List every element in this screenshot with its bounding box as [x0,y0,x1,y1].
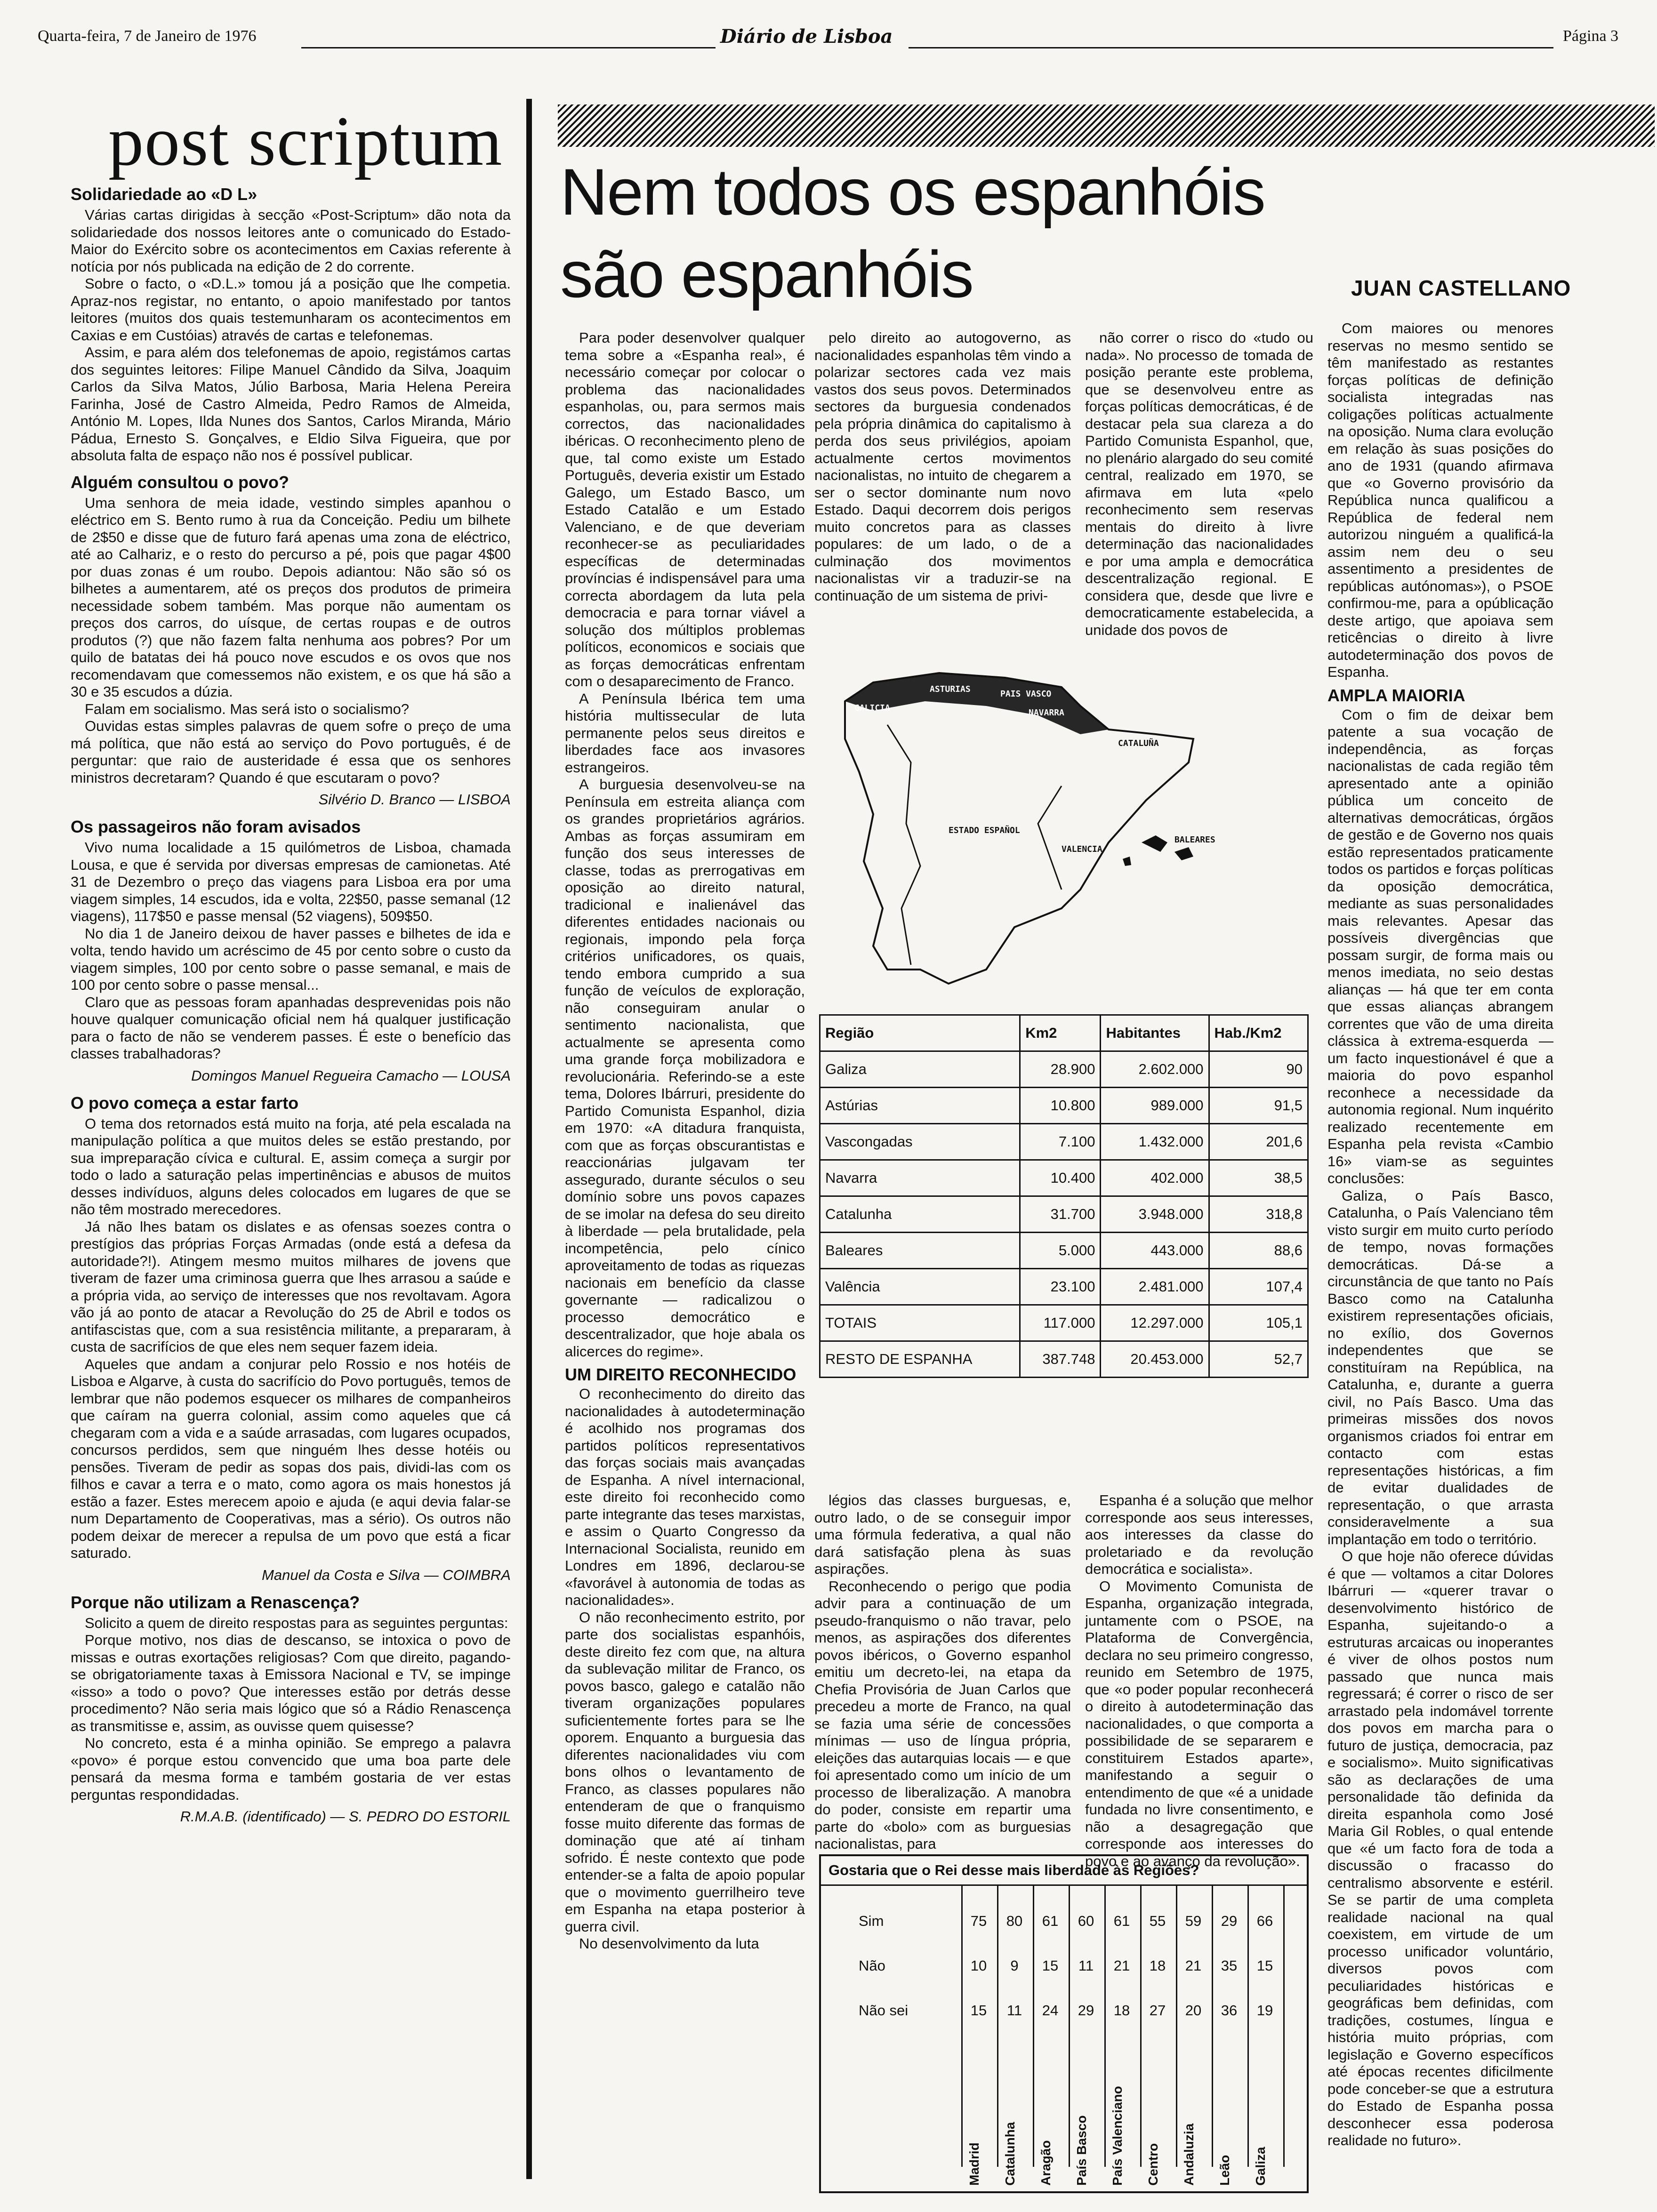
table-row [820,1088,1308,1124]
table-cell: 1.432.000 [1101,1124,1209,1160]
portugal-border [887,725,920,965]
poll-value: 21 [1113,1957,1130,1974]
table-header-cell: Região [820,1015,1020,1051]
table-cell: 10.400 [1020,1160,1101,1196]
article-paragraph: Para poder desenvolver qualquer tema sobre a «Espanha real», é necessário começar por colocar o problema das nacionalidades espanholas, ou, para sermos mais correctos, das nacionalidades ibéricas. O reconhecimento pleno de que, tal como existe um Estado Português, deveria existir um Estado Galego, um Estado Basco, um Estado Catalão e um Estado Valenciano, e de que deveriam reconhecer-se as peculiaridades específicas de determinadas províncias é indispensável para uma correcta abordagem da luta pela democracia e para tornar viável a solução dos múltiplos problemas políticos, economicos e sociais que as forças democráticas enfrentam com o desaparecimento de Franco. [565,329,805,689]
ps-signature [71,1566,511,1585]
article-column-4 [1327,320,1553,2184]
post-scriptum-column [71,102,511,2172]
table-row [820,1233,1308,1269]
table-cell: Galiza [820,1051,1020,1088]
table-header-cell: Km2 [1020,1015,1101,1051]
ps-signature [71,790,511,809]
table-cell: 989.000 [1101,1088,1209,1124]
poll-value: 18 [1113,2002,1130,2019]
ps-signature-text: Silvério D. Branco — LISBOA [318,791,511,808]
table-cell: 2.481.000 [1101,1269,1209,1305]
table-cell: 387.748 [1020,1341,1101,1378]
table-cell: 10.800 [1020,1088,1101,1124]
table-cell: 23.100 [1020,1269,1101,1305]
article-headline: Nem todos os espanhóis são espanhóis [560,155,1265,311]
table-cell: 7.100 [1020,1124,1101,1160]
masthead-rule [301,47,716,48]
article-paragraph: O reconhecimento do direito das nacionalidades à autodeterminação é acolhido nos programas dos partidos políticos representativos das forças sociais mais avançadas de Espanha. A nível internacional, este direito foi reconhecido como parte integrante das teses marxistas, e assim o Quarto Congresso da Internacional Socialista, reunido em Londres em 1896, declarou-se «favorável à autonomia de todas as nacionalidades». [565,1386,805,1608]
poll-value: 15 [1256,1957,1273,1974]
poll-value: 11 [1078,1957,1094,1974]
ps-signature [71,1807,511,1826]
ps-signature-text: Domingos Manuel Regueira Camacho — LOUSA [191,1067,511,1084]
regions-table [819,1014,1309,1378]
article-paragraph: Com maiores ou menores reservas no mesmo sentido se têm manifestado as restantes forças políticas de definição socialista integradas nas coligações políticas actualmente na oposição. Numa clara evolução em relação às suas posições do ano de 1931 (quando afirmava que «o Governo provisório da República nunca qualificou a República de federal nem autorizou ninguém a qualificá-la assim nem deu o seu assentimento a presidentes de repúblicas autónomas»), o PSOE confirmou-me, para a opúblicação deste artigo, que apoiava sem reticências o direito à livre autodeterminação dos povos de Espanha. [1327,320,1553,680]
article-paragraph: O não reconhecimento estrito, por parte dos socialistas espanhóis, deste direito fez com que, na altura da sublevação militar de Franco, os povos basco, galego e catalão não tiveram organizações populares suficientemente fortes para se lhe oporem. Enquanto a burguesia das diferentes nacionalidades viu com bons olhos o levantamento de Franco, as classes populares não entenderam de que o franquismo fosse muito diferente das formas de dominação que até aí tinham sofrido. É neste contexto que pode entender-se a falta de apoio popular que o movimento guerrilheiro teve em Espanha na etapa posterior à guerra civil. [565,1609,805,1935]
article-column-3 [1085,329,1313,640]
table-cell: Valência [820,1269,1020,1305]
ps-signature-text: R.M.A.B. (identificado) — S. PEDRO DO ESTORIL [180,1808,511,1825]
poll-value: 35 [1221,1957,1238,1974]
article-paragraph: légios das classes burguesas, e, outro lado, o de se conseguir impor uma fórmula federativa, a qual não dará satisfação plena às suas aspirações. [814,1492,1071,1577]
poll-value: 11 [1006,2002,1022,2019]
table-cell: Catalunha [820,1196,1020,1233]
poll-table [819,1854,1309,2193]
poll-row [821,1943,1307,1986]
poll-value: 29 [1221,1913,1238,1929]
masthead-rule-right [909,47,1553,48]
table-cell: 105,1 [1209,1305,1308,1341]
poll-value: 18 [1149,1957,1166,1974]
poll-value: 15 [1042,1957,1059,1974]
map-label: PAIS VASCO [1000,689,1052,699]
poll-value: 80 [1006,1913,1023,1929]
map-label: VALENCIA [1062,844,1102,854]
poll-value: 29 [1078,2002,1094,2019]
article-paragraph: O Movimento Comunista de Espanha, organização integrada, juntamente com o PSOE, na Plataforma de Convergência, declara no seu primeiro congresso, reunido em Setembro de 1975, que «o poder popular reconhecerá o direito à autodeterminação das nacionalidades, o que comporta a possibilidade de se separarem e constituirem Estados aparte», manifestando a seguir o entendimento de que «é a unidade fundada no livre consentimento, e não a desagregação que corresponde aos interesses do povo e ao avanço da revolução». [1085,1578,1313,1869]
article-column-1 [565,329,805,1952]
valencia-border [1038,786,1062,890]
ps-heading: Porque não utilizam a Renascença? [71,1592,360,1612]
poll-column-label: Galiza [1253,2147,1268,2186]
poll-value: 61 [1113,1913,1130,1929]
ps-paragraph: Sobre o facto, o «D.L.» tomou já a posição que lhe competia. Apraz-nos registar, no entanto, o apoio manifestado por tantos leitores (muitos dos quais testemunharam os acontecimentos em Caxias e em Custóias) através de cartas e telefonemas. [71,275,511,344]
article-paragraph: A burguesia desenvolveu-se na Península em estreita aliança com os grandes proprietários agrários. Ambas as forças assumiram em função dos seus interesses de classe, todas as prerrogativas em oposição ao direito natural, tradicional e inalienável das diferentes entidades nacionais ou regionais, impondo pela força critérios unificadores, os quais, tendo embora cumprido a sua função de veículos de exploração, não conseguiram anular o sentimento nacionalista, que actualmente se apresenta como uma grande força mobilizadora e revolucionária. Referindo-se a este tema, Dolores Ibárruri, presidente do Partido Comunista Espanhol, dizia em 1970: «A ditadura franquista, com que as forças obscurantistas e reaccionárias julgavam ter assegurado, durante séculos o seu domínio sobre uns povos capazes de se imolar na defesa do seu direito à liberdade — pela brutalidade, pela incompetência, pelo cínico aproveitamento de todas as riquezas nacionais em benefício da classe governante — radicalizou o processo democrático e descentralizador, que hoje abala os alicerces do regime». [565,776,805,1360]
poll-value: 9 [1010,1957,1019,1974]
map-label: NAVARRA [1029,708,1064,718]
article-paragraph: não correr o risco do «tudo ou nada». No processo de tomada de posição perante este problema, que se desenvolveu entre as forças políticas democráticas, é de destacar pela sua clareza a do Partido Comunista Espanhol, que, no plenário alargado do seu comité central, realizado em 1970, se afirmava em luta «pelo reconhecimento sem reservas mentais do direito à livre determinação das nacionalidades e por uma ampla e democrática descentralização regional. E considera que, desde que livre e democraticamente estabelecida, a unidade dos povos de [1085,329,1313,638]
poll-column-label: País Valenciano [1110,2086,1125,2186]
poll-value: 15 [970,2002,987,2019]
masthead-page: Página 3 [1563,27,1619,45]
ps-paragraph: Porque motivo, nos dias de descanso, se intoxica o povo de missas e outras exortações religiosas? Com que direito, pagando-se obrigatoriamente taxas à Emissora Nacional e TV, se impinge «isso» a todo o povo? Que interesses estão por detrás desse procedimento? Não seria mais lógico que só a Rádio Renascença as transmitisse e, assim, as ouvisse quem quisesse? [71,1632,511,1734]
poll-value: 20 [1185,2002,1202,2019]
column-divider [526,99,532,2179]
article-paragraph: pelo direito ao autogoverno, as nacionalidades espanholas têm vindo a polarizar sectores cada vez mais vastos dos seus povos. Determinados sectores da burguesia condenados pela própria dinâmica do capitalismo à perda dos seus privilégios, apoiam actualmente certos movimentos nacionalistas, no intuito de chegarem a ser o sector dominante num novo Estado. Daqui decorrem dois perigos muito concretos para as classes populares: de um lado, o de a culminação dos movimentos nacionalistas vir a traduzir-se na continuação de um sistema de privi- [814,329,1071,604]
headline-hatch-band [558,104,1655,147]
table-cell: 3.948.000 [1101,1196,1209,1233]
poll-column-label: Catalunha [1003,2122,1017,2186]
poll-column-line [1247,1884,1249,2167]
article-paragraph: Reconhecendo o perigo que podia advir para a continuação de um pseudo-franquismo o não travar, pelo menos, as aspirações dos diferentes povos ibéricos, o Governo espanhol emitiu um decreto-lei, na etapa da Chefia Provisória de Juan Carlos que precedeu a morte de Franco, na qual se fazia uma série de concessões mínimas — uso de língua própria, eleições das autarquias locais — e que foi apresentado como um início de um processo de liberalização. A manobra do poder, consiste em repartir uma parte do «bolo» com as burguesias nacionalistas, para [814,1578,1071,1852]
article-paragraph: Espanha é a solução que melhor corresponde aos seus interesses, aos interesses da classe do proletariado e da revolução democrática e socialista». [1085,1492,1313,1577]
table-cell: 31.700 [1020,1196,1101,1233]
table-row [820,1269,1308,1305]
table-row [820,1196,1308,1233]
ps-paragraph: No dia 1 de Janeiro deixou de haver passes e bilhetes de ida e volta, tendo havido um acréscimo de 45 por cento sobre o custo da viagem simples, 100 por cento sobre o passe semanal, e mais de 100 por cento sobre o passe mensal... [71,925,511,993]
table-cell: RESTO DE ESPANHA [820,1341,1020,1378]
post-scriptum-title: post scriptum [108,102,503,180]
poll-column-line [1104,1884,1106,2167]
poll-column-line [961,1884,963,2167]
ps-paragraph: Falam em socialismo. Mas será isto o socialismo? [85,700,410,717]
poll-value: 66 [1256,1913,1273,1929]
poll-row [821,1988,1307,2030]
post-scriptum-sections [71,185,511,1826]
masthead-date: Quarta-feira, 7 de Janeiro de 1976 [38,27,257,45]
poll-column-line [1140,1884,1142,2167]
article-subheading: AMPLA MAIORIA [1327,685,1465,705]
poll-column-label: País Basco [1074,2115,1089,2186]
ps-paragraph: Solicito a quem de direito respostas para as seguintes perguntas: [85,1614,508,1631]
poll-value: 19 [1256,2002,1273,2019]
ps-paragraph: Várias cartas dirigidas à secção «Post-Scriptum» dão nota da solidariedade dos nossos leitores ante o comunicado do Estado-Maior do Exército sobre os acontecimentos em Caxias referente à notícia por nós publicada na edição de 2 do corrente. [71,207,511,275]
table-cell: 28.900 [1020,1051,1101,1088]
table-row [820,1051,1308,1088]
table-cell: TOTAIS [820,1305,1020,1341]
poll-column-label: Leão [1217,2155,1232,2186]
article-paragraph: Galiza, o País Basco, Catalunha, o País Valenciano têm visto surgir em muito curto período de tempo, novas formações democráticas. Dá-se a circunstância de que tanto no País Basco como na Catalunha existirem representações oficiais, no exílio, dos Governos independentes que se constituíram na República, na Catalunha, e, durante a guerra civil, no País Basco. Uma das primeiras missões dos novos organismos criados foi entrar em contacto com estas representações históricas, a fim de evitar dualidades de representação, o que arrasta consideravelmente a sua implantação em todo o território. [1327,1187,1553,1547]
poll-row [821,1899,1307,1941]
table-header-cell: Hab./Km2 [1209,1015,1308,1051]
article-column-3-lower [1085,1492,1313,1869]
ps-paragraph: Aqueles que andam a conjurar pelo Rossio e nos hotéis de Lisboa e Algarve, à custa do sacrifício do Povo português, temos de lembrar que não podemos esquecer os milhares de companheiros que caíram na guerra colonial, assim como aqueles que cá chegaram com a vida e a saúde arrasadas, com lugares ocupados, concursos perdidos, sem que ninguém lhes desse hotéis ou pensões. Tiveram de pedir as sopas dos pais, dividi-las com os filhos e cavar a terra e o mato, como agora os mais honestos já estão a fazer. Estes merecem apoio e ajuda (e aqui devia falar-se num Departamento de Cooperativas, mas a sério). Os outros não podem deixar de merecer a repulsa de um povo que está a ficar saturado. [71,1355,511,1561]
iberia-map [817,645,1311,993]
ps-heading: Alguém consultou o povo? [71,472,289,492]
table-cell: Astúrias [820,1088,1020,1124]
ps-paragraph: No concreto, esta é a minha opinião. Se emprego a palavra «povo» é porque estou convencido que uma boa parte dele pensará da mesma forma e também gostaria de ver estas perguntas respondidadas. [71,1735,511,1803]
table-cell: 2.602.000 [1101,1051,1209,1088]
map-label: GALICIA [854,703,890,713]
poll-value: 27 [1149,2002,1166,2019]
table-cell: 402.000 [1101,1160,1209,1196]
poll-column-line [1212,1884,1213,2167]
ps-paragraph: Já não lhes batam os dislates e as ofensas soezes contra o prestígios das próprias Forças Armadas (onde está a defesa da autoridade?!). Atingem mesmo muitos milhares de jovens que tiveram de fazer uma criminosa guerra que lhes arrasou a saúde e a própria vida, ao serviço de interesses que nos revoltavam. Agora vão já ao ponto de atacar a Revolução do 25 de Abril e todos os antifascistas que, com a sua resistência militante, a prepararam, à custa de sacrifícios de que eles nem sequer fazem ideia. [71,1218,511,1355]
ps-signature-text: Manuel da Costa e Silva — COIMBRA [262,1566,511,1583]
poll-value: 75 [970,1913,987,1929]
article-paragraph: Com o fim de deixar bem patente a sua vocação de independência, as forças nacionalistas de cada região têm apresentado ante a opinião pública um conceito de alternativas democráticas, órgãos de gestão e de Governo nos quais estão representados praticamente todos os partidos e forças políticas da oposição democrática, mediante as suas personalidades mais relevantes. Apesar das possíveis divergências que possam surgir, de forma mais ou menos imediata, no seio destas alianças — há que ter em conta que essas alianças abrangem correntes que vão de uma direita clássica à extrema-esquerda — um facto inquestionável é que a maioria do povo espanhol reconhece a necessidade da autonomia regional. Num inquérito realizado recentemente em Espanha pela revista «Cambio 16» viam-se as seguintes conclusões: [1327,706,1553,1186]
poll-table-title: Gostaria que o Rei desse mais liberdade às Regiões? [821,1856,1307,1886]
table-cell: 20.453.000 [1101,1341,1209,1378]
table-cell: Vascongadas [820,1124,1020,1160]
article-paragraph: No desenvolvimento da luta [579,1935,759,1952]
ps-heading: Os passageiros não foram avisados [71,817,361,836]
map-label: BALEARES [1174,835,1215,845]
table-row [820,1160,1308,1196]
ps-heading: Solidariedade ao «D L» [71,184,257,204]
map-label: ESTADO ESPAÑOL [949,825,1020,835]
poll-column-line [1069,1884,1070,2167]
table-cell: 90 [1209,1051,1308,1088]
table-row [820,1305,1308,1341]
poll-value: 24 [1042,2002,1059,2019]
poll-row-label: Sim [859,1913,884,1929]
poll-value: 59 [1185,1913,1202,1929]
poll-row-label: Não sei [859,2002,909,2019]
table-cell: 5.000 [1020,1233,1101,1269]
table-cell: 117.000 [1020,1305,1101,1341]
poll-value: 36 [1221,2002,1238,2019]
poll-row-label: Não [859,1957,885,1974]
article-byline: JUAN CASTELLANO [1351,276,1571,300]
ps-paragraph: Uma senhora de meia idade, vestindo simples apanhou o eléctrico em S. Bento rumo à rua da Conceição. Pediu um bilhete de 2$50 e disse que de futuro fará apenas uma zona de eléctrico, até ao Calhariz, e o resto do percurso a pé, pois que pagar 4$00 por duas zonas é um roubo. Depois adiantou: Não são só os bilhetes a aumentarem, até os preços dos produtos de primeira necessidade sobem também. Mas porque não aumentam os preços dos carros, do uísque, de certas roupas e de outros produtos (?) que não fazem falta nenhuma aos pobres? Por um quilo de batatas dei há pouco nove escudos e os ovos que nos recomendavam que comessemos não existem, e os que há são a 30 e 35 escudos a dúzia. [71,494,511,700]
ps-paragraph: O tema dos retornados está muito na forja, até pela escalada na manipulação política a que muitos deles se estão prestando, por sua impreparação cívica e cultural. E, assim começa a surgir por todo o lado a saturação pelas impertinências e abusos de muitos desses indivíduos, alguns deles colocados em lugares de que se não têm mostrado merecedores. [71,1115,511,1218]
ps-signature [71,1066,511,1085]
poll-column-line [1283,1884,1285,2167]
poll-column-label: Centro [1146,2143,1160,2186]
table-cell: 88,6 [1209,1233,1308,1269]
table-row [820,1341,1308,1378]
ps-paragraph: Assim, e para além dos telefonemas de apoio, registámos cartas dos seguintes leitores: Filipe Manuel Cândido da Silva, Joaquim Carlos da Silva Matos, Júlio Barbosa, Maria Helena Pereira Farinha, José de Castro Almeida, Pedro Ramos de Almeida, António M. Lopes, Ilda Nunes dos Santos, Carlos Miranda, Mário Pádua, Ernesto S. Gonçalves, e Eldio Silva Figueira, que por absoluta falta de espaço não nos é possível publicar. [71,344,511,464]
poll-column-line [1176,1884,1177,2167]
poll-value: 55 [1149,1913,1166,1929]
map-label: ASTURIAS [930,684,971,694]
poll-column-label: Andaluzia [1182,2123,1196,2186]
poll-value: 10 [970,1957,987,1974]
poll-column-label: Aragão [1038,2140,1053,2186]
table-cell: 12.297.000 [1101,1305,1209,1341]
table-cell: Baleares [820,1233,1020,1269]
article-subheading: UM DIREITO RECONHECIDO [565,1365,796,1384]
ps-paragraph: Ouvidas estas simples palavras de quem sofre o preço de uma má política, que não está ao serviço do Povo português, é de perguntar: que raio de austeridade é essa que os senhores ministros decretaram? Quando é que escutaram o povo? [71,718,511,786]
table-cell: 443.000 [1101,1233,1209,1269]
poll-value: 61 [1042,1913,1059,1929]
table-cell: 91,5 [1209,1088,1308,1124]
article-paragraph: A Península Ibérica tem uma história multissecular de luta permanente pelos seus direitos e liberdades face aos invasores estrangeiros. [565,690,805,776]
article-column-2 [814,329,1071,640]
ps-paragraph: Claro que as pessoas foram apanhadas desprevenidas pois não houve qualquer comunicação oficial nem há qualquer justificação para o facto de não se venderem passes. É este o benefício das classes trabalhadoras? [71,994,511,1062]
table-cell: 318,8 [1209,1196,1308,1233]
ps-paragraph: Vivo numa localidade a 15 quilómetros de Lisboa, chamada Lousa, e que é servida por diversas empresas de camionetas. Até 31 de Dezembro o preço das viagens para Lisboa era por uma viagem simples, 14 escudos, ida e volta, 22$50, passe semanal (12 viagens), 117$50 e passe mensal (52 viagens), 509$50. [71,839,511,924]
poll-column-label: Madrid [967,2142,981,2186]
table-cell: 107,4 [1209,1269,1308,1305]
article-column-2-lower [814,1492,1071,1850]
table-cell: 52,7 [1209,1341,1308,1378]
table-header-cell: Habitantes [1101,1015,1209,1051]
poll-column-line [1033,1884,1034,2167]
map-label: CATALUÑA [1118,738,1159,748]
ps-heading: O povo começa a estar farto [71,1093,299,1113]
masthead-title: Diário de Lisboa [720,25,893,48]
article-paragraph: O que hoje não oferece dúvidas é que — voltamos a citar Dolores Ibárruri — «querer travar o desenvolvimento histórico de Espanha, sujeitando-o a estruturas arcaicas ou inoperantes é viver de olhos postos num passado que nunca mais regressará; é correr o risco de ser arrastado pela indomável torrente dos povos em marcha para o futuro de justiça, democracia, paz e socialismo». Muito significativas são as declarações de uma personalidade tão definida da direita espanhola como José Maria Gil Robles, o qual entende que «é um facto fora de toda a discussão o fracasso do centralismo absorvente e estéril. Se se partir de uma completa realidade nacional na qual coexistem, em virtude de um processo unificador voluntário, diversos povos com peculiaridades históricas e geográficas bem definidas, com tradições, costumes, língua e história muito próprias, com legislação e Governo específicos até épocas recentes dificilmente pode conceber-se que a estrutura do Estado de Espanha possa desconhecer essa poderosa realidade no futuro». [1327,1548,1553,2148]
table-cell: 38,5 [1209,1160,1308,1196]
poll-column-line [997,1884,998,2167]
table-row [820,1124,1308,1160]
poll-value: 60 [1078,1913,1094,1929]
poll-value: 21 [1185,1957,1202,1974]
table-cell: Navarra [820,1160,1020,1196]
table-cell: 201,6 [1209,1124,1308,1160]
